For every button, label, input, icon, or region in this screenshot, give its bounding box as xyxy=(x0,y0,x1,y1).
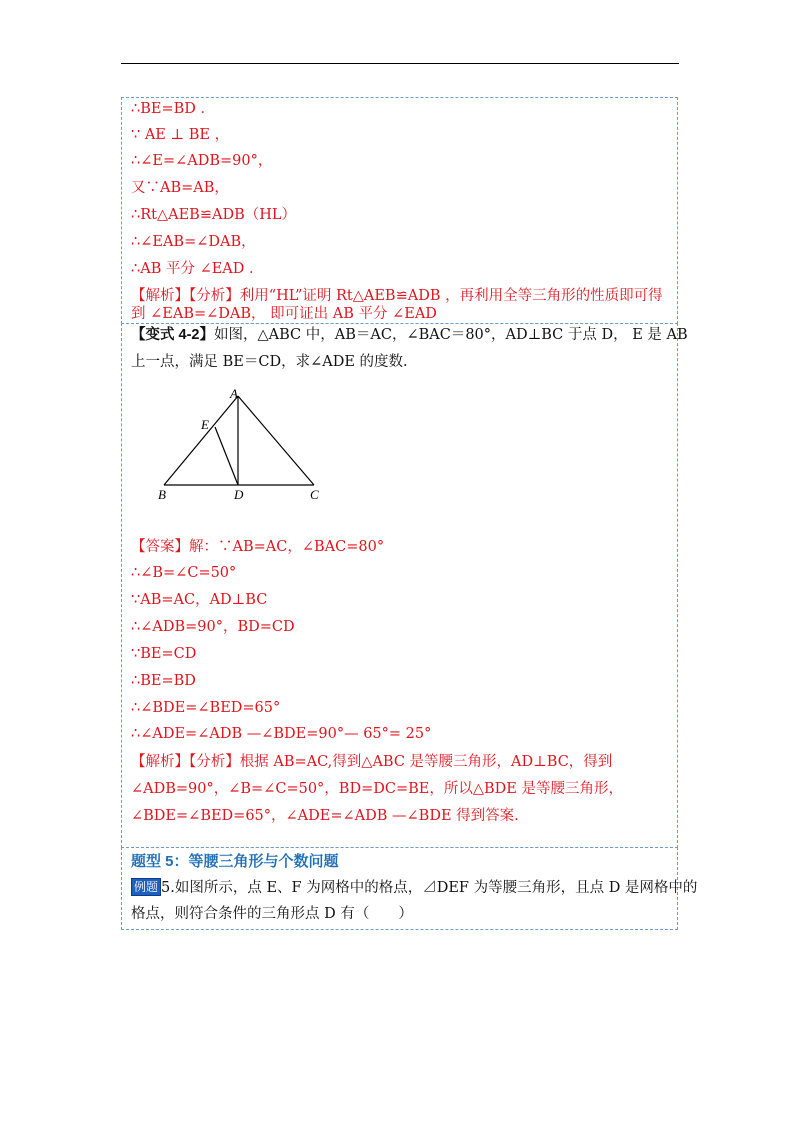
example-text: 5.如图所示，点 E、F 为网格中的格点，⊿DEF 为等腰三角形，且点 D 是网格中的 xyxy=(161,880,698,896)
proof-line: ∴∠EAB=∠DAB， xyxy=(131,234,256,250)
answer-line: ∴BE=BD xyxy=(131,673,196,689)
problem-text: 如图，△ABC 中，AB＝AC，∠BAC＝80°，AD⊥BC 于点 D， E 是 AB xyxy=(214,327,688,343)
example-line-1 xyxy=(131,878,697,898)
proof-line: 又∵AB=AB， xyxy=(131,180,229,196)
analysis-line: ∠BDE=∠BED=65°，∠ADE=∠ADB —∠BDE 得到答案. xyxy=(131,808,519,824)
proof-line: ∴Rt△AEB≌ADB（HL） xyxy=(131,207,297,223)
answer-line: ∴∠ADE=∠ADB —∠BDE=90°— 65°= 25° xyxy=(131,726,432,742)
segment-de xyxy=(215,427,238,485)
example-badge: 例题 xyxy=(131,878,161,896)
problem-line-2: 上一点，满足 BE＝CD，求∠ADE 的度数. xyxy=(131,354,408,370)
problem-line-1 xyxy=(131,325,688,345)
example-line-2: 格点，则符合条件的三角形点 D 有（ ） xyxy=(131,906,413,922)
section-heading: 题型 5：等腰三角形与个数问题 xyxy=(131,853,339,870)
label-d: D xyxy=(234,487,244,502)
proof-line: ∴AB 平分 ∠EAD ． xyxy=(131,261,264,277)
answer-line: ∴∠B=∠C=50° xyxy=(131,565,237,581)
triangle-figure xyxy=(150,385,340,505)
label-e: E xyxy=(201,417,209,432)
header-rule xyxy=(121,63,679,64)
answer-line: 【答案】解：∵AB=AC，∠BAC=80° xyxy=(131,539,385,555)
label-a: A xyxy=(230,386,238,401)
answer-line: ∴∠ADB=90°，BD=CD xyxy=(131,619,295,635)
analysis-line: 到 ∠EAB=∠DAB， 即可证出 AB 平分 ∠EAD xyxy=(131,306,437,322)
problem-label: 【变式 4-2】 xyxy=(131,327,214,343)
answer-line: ∵AB=AC，AD⊥BC xyxy=(131,592,268,608)
analysis-line: ∠ADB=90°，∠B=∠C=50°，BD=DC=BE，所以△BDE 是等腰三角形， xyxy=(131,781,623,797)
label-b: B xyxy=(158,487,166,502)
proof-line: ∴∠E=∠ADB=90°， xyxy=(131,153,273,169)
side-ab xyxy=(164,396,238,485)
analysis-line: 【解析】【分析】根据 AB=AC,得到△ABC 是等腰三角形，AD⊥BC，得到 xyxy=(131,754,613,770)
label-c: C xyxy=(310,487,319,502)
answer-line: ∵BE=CD xyxy=(131,646,197,662)
answer-line: ∴∠BDE=∠BED=65° xyxy=(131,700,281,716)
proof-line: ∵ AE ⊥ BE ， xyxy=(131,127,230,143)
analysis-line: 【解析】【分析】利用“HL”证明 Rt△AEB≌ADB ，再利用全等三角形的性质即可得 xyxy=(131,288,663,304)
side-ac xyxy=(238,396,314,485)
proof-line: ∴BE=BD ． xyxy=(131,101,216,117)
